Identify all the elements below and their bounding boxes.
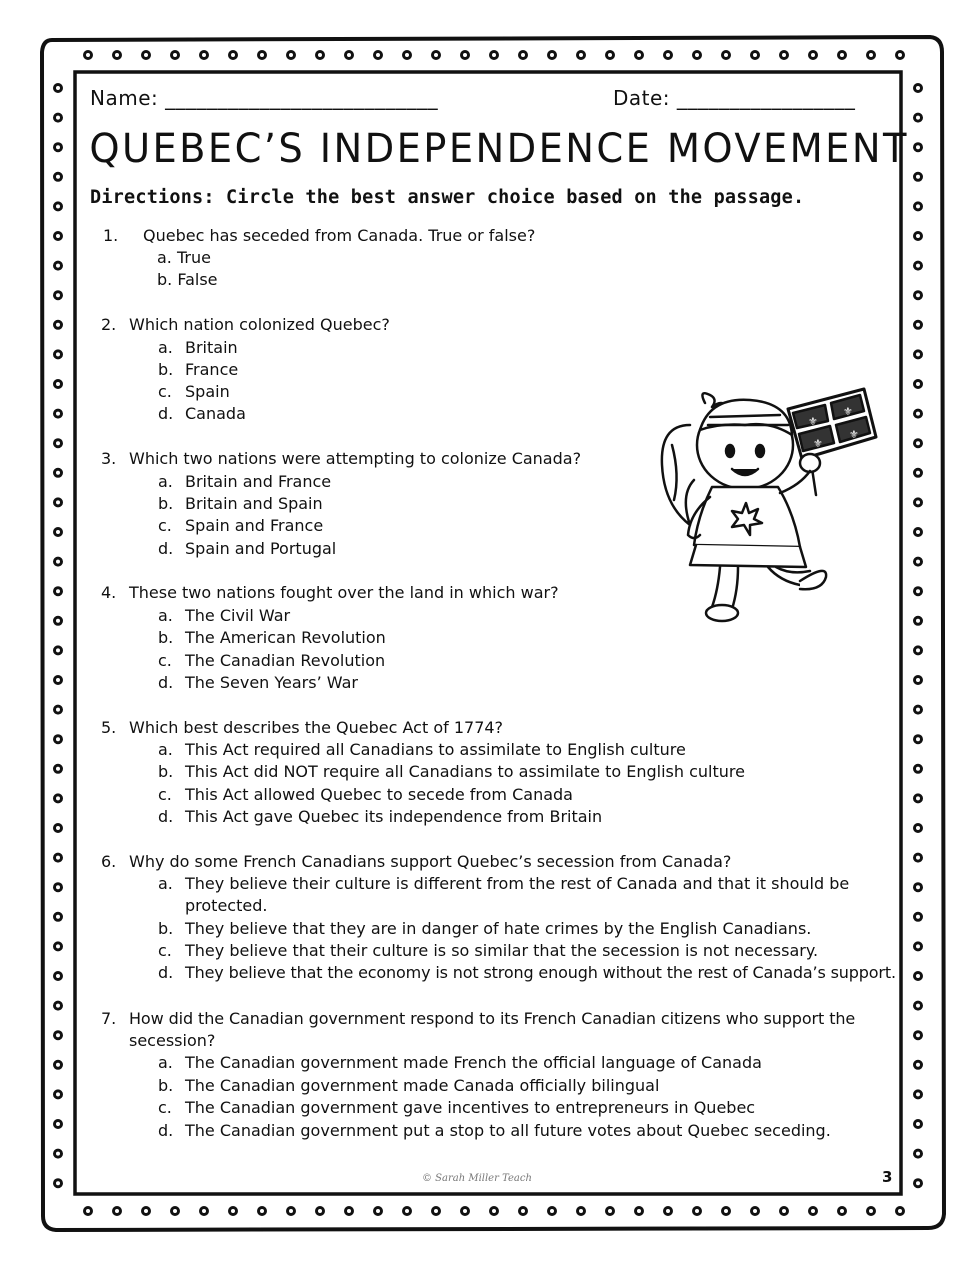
option-letter: d. (158, 963, 174, 982)
copyright-footer: © Sarah Miller Teach (422, 1173, 532, 1184)
answer-option[interactable]: They believe that they are in danger of hate crimes by the English Canadians. (185, 919, 812, 938)
question-text: Which nation colonized Quebec? (129, 315, 390, 334)
girl-with-quebec-flag-illustration (650, 385, 880, 630)
svg-text:⚜: ⚜ (849, 429, 859, 441)
question-number: 4. (101, 583, 117, 602)
question-number: 5. (101, 718, 117, 737)
question-text: Which two nations were attempting to colonize Canada? (129, 449, 582, 468)
option-letter: a. (158, 606, 173, 625)
answer-option[interactable]: The Canadian government made Canada officially bilingual (185, 1076, 660, 1095)
option-letter: b. (158, 360, 174, 379)
answer-option[interactable]: The Canadian Revolution (185, 651, 386, 670)
question-text: These two nations fought over the land in which war? (129, 583, 559, 602)
name-field[interactable]: Name: __________________________ (90, 86, 439, 110)
question-number: 7. (101, 1009, 117, 1028)
option-letter: d. (158, 1121, 174, 1140)
question-text: Why do some French Canadians support Quebec’s secession from Canada? (129, 852, 732, 871)
answer-option[interactable]: This Act allowed Quebec to secede from Canada (185, 785, 573, 804)
question-text: Which best describes the Quebec Act of 1774? (129, 718, 504, 737)
answer-option[interactable]: The Canadian government made French the official language of Canada (185, 1053, 762, 1072)
question-number: 6. (101, 852, 117, 871)
directions-text: Directions: Circle the best answer choice based on the passage. (90, 187, 805, 208)
option-letter: d. (158, 539, 174, 558)
option-letter: b. (158, 919, 174, 938)
answer-option[interactable]: The Civil War (185, 606, 291, 625)
answer-option[interactable]: They believe their culture is different from the rest of Canada and that it should be (185, 874, 850, 893)
answer-option[interactable]: Canada (185, 404, 246, 423)
option-letter: b. (158, 762, 174, 781)
option-letter: c. (158, 785, 172, 804)
answer-option[interactable]: They believe that the economy is not strong enough without the rest of Canada’s support. (185, 963, 896, 982)
answer-option[interactable]: Spain and Portugal (185, 539, 337, 558)
answer-option[interactable]: France (185, 360, 239, 379)
answer-option[interactable]: a. True (157, 248, 211, 267)
answer-option[interactable]: This Act required all Canadians to assimilate to English culture (185, 740, 686, 759)
question-number: 1. (103, 226, 119, 245)
option-letter: a. (158, 874, 173, 893)
page-number: 3 (882, 1168, 893, 1186)
question-number: 2. (101, 315, 117, 334)
option-letter: c. (158, 382, 172, 401)
option-letter: d. (158, 807, 174, 826)
option-letter: a. (158, 1053, 173, 1072)
svg-text:⚜: ⚜ (843, 406, 853, 418)
question-text-continued: secession? (129, 1031, 216, 1050)
option-letter: c. (158, 651, 172, 670)
option-letter: c. (158, 1098, 172, 1117)
option-letter: b. (158, 494, 174, 513)
option-letter: b. (158, 1076, 174, 1095)
answer-option[interactable]: b. False (157, 270, 218, 289)
quebec-flag-icon (788, 389, 876, 459)
svg-text:⚜: ⚜ (808, 416, 818, 428)
answer-option[interactable]: Britain and Spain (185, 494, 323, 513)
svg-text:⚜: ⚜ (813, 438, 823, 450)
answer-option-continued[interactable]: protected. (185, 896, 268, 915)
answer-option[interactable]: This Act gave Quebec its independence from Britain (185, 807, 603, 826)
answer-option[interactable]: This Act did NOT require all Canadians to assimilate to English culture (185, 762, 745, 781)
answer-option[interactable]: Britain (185, 338, 238, 357)
option-letter: c. (158, 941, 172, 960)
option-letter: b. (158, 628, 174, 647)
question-text: Quebec has seceded from Canada. True or false? (143, 226, 536, 245)
answer-option[interactable]: The Canadian government gave incentives to entrepreneurs in Quebec (185, 1098, 756, 1117)
answer-option[interactable]: Spain and France (185, 516, 324, 535)
option-letter: d. (158, 673, 174, 692)
page-title: QUEBEC’S INDEPENDENCE MOVEMENT (89, 126, 909, 172)
question-text: How did the Canadian government respond to its French Canadian citizens who support the (129, 1009, 856, 1028)
option-letter: d. (158, 404, 174, 423)
answer-option[interactable]: The Canadian government put a stop to all future votes about Quebec seceding. (185, 1121, 831, 1140)
answer-option[interactable]: They believe that their culture is so similar that the secession is not necessary. (185, 941, 819, 960)
option-letter: a. (158, 338, 173, 357)
option-letter: c. (158, 516, 172, 535)
option-letter: a. (158, 472, 173, 491)
question-number: 3. (101, 449, 117, 468)
answer-option[interactable]: The American Revolution (185, 628, 386, 647)
answer-option[interactable]: Spain (185, 382, 230, 401)
answer-option[interactable]: The Seven Years’ War (185, 673, 358, 692)
answer-option[interactable]: Britain and France (185, 472, 332, 491)
option-letter: a. (158, 740, 173, 759)
date-field[interactable]: Date: _________________ (613, 86, 856, 110)
